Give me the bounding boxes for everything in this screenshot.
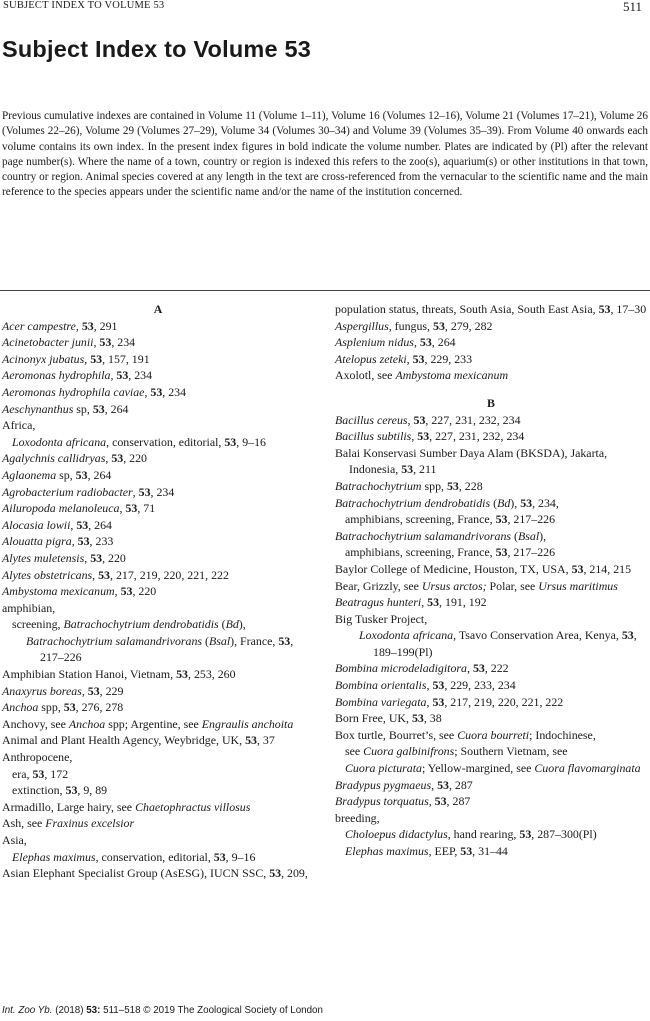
italic-text: Agrobacterium radiobacter bbox=[2, 484, 133, 499]
text-segment: , bbox=[406, 351, 413, 366]
text-segment: Amphibian Station Hanoi, Vietnam, bbox=[2, 667, 177, 682]
italic-text: Ambystoma mexicanum bbox=[395, 368, 509, 383]
text-segment: , bbox=[75, 318, 82, 333]
text-segment: 511–518 © 2019 The Zoological Society of London bbox=[100, 1005, 323, 1016]
index-entry bbox=[2, 567, 314, 584]
text-segment: , bbox=[84, 351, 91, 366]
volume-number: 53 bbox=[472, 661, 485, 676]
index-subentry bbox=[2, 849, 314, 866]
index-entry bbox=[335, 367, 647, 384]
text-segment: , 217–226 bbox=[507, 545, 556, 560]
italic-text: Fraxinus excelsior bbox=[45, 816, 135, 831]
volume-number: 53 bbox=[120, 584, 133, 599]
volume-number: 53 bbox=[519, 827, 532, 842]
index-entry bbox=[2, 500, 314, 517]
index-entry bbox=[2, 683, 314, 700]
italic-text: Aglaonema bbox=[2, 467, 57, 482]
text-segment: , 229, 233, 234 bbox=[444, 678, 516, 693]
text-segment: , bbox=[81, 683, 88, 698]
text-segment: , bbox=[84, 550, 91, 565]
italic-text: Asplenium nidus bbox=[335, 335, 414, 350]
text-segment: , 9–16 bbox=[236, 434, 266, 449]
text-segment: , 264 bbox=[431, 335, 456, 350]
italic-text: Cuora picturata bbox=[345, 761, 422, 776]
index-entry bbox=[2, 334, 314, 351]
volume-number: 53 bbox=[432, 694, 445, 709]
text-segment: , bbox=[144, 384, 151, 399]
index-entry bbox=[335, 428, 647, 445]
text-segment: extinction, bbox=[12, 783, 66, 798]
italic-text: Bradypus torquatus bbox=[335, 794, 429, 809]
text-segment: ), France, bbox=[230, 633, 279, 648]
text-segment: , 17–30 bbox=[610, 302, 647, 316]
volume-number: 53 bbox=[90, 550, 103, 565]
italic-text: Batrachochytrium salamandrivorans bbox=[335, 528, 512, 543]
italic-text: Elephas maximus bbox=[12, 849, 96, 864]
italic-text: Anaxyrus boreas bbox=[2, 683, 82, 698]
text-segment: , 234 bbox=[162, 384, 187, 399]
text-segment: Armadillo, Large hairy, see bbox=[2, 799, 136, 814]
italic-text: Anchoa bbox=[2, 700, 39, 715]
volume-number: 53 bbox=[427, 595, 440, 610]
volume-number: 53 bbox=[76, 517, 89, 532]
index-subentry bbox=[335, 511, 647, 528]
text-segment: , 291 bbox=[93, 318, 118, 333]
text-segment: , 287 bbox=[448, 777, 473, 792]
text-segment: screening, bbox=[12, 617, 64, 632]
text-segment: , hand rearing, bbox=[447, 827, 520, 842]
index-entry bbox=[335, 318, 647, 335]
text-segment: B bbox=[487, 395, 495, 410]
italic-text: Cuora flavomarginata bbox=[534, 761, 641, 776]
text-segment: amphibians, screening, France, bbox=[345, 545, 496, 560]
text-segment: Africa, bbox=[2, 418, 36, 433]
text-segment: , 234 bbox=[150, 484, 175, 499]
volume-number: 53 bbox=[245, 733, 257, 748]
text-segment: , bbox=[114, 584, 121, 599]
text-segment: Animal and Plant Health Agency, Weybridge, UK, bbox=[2, 733, 246, 748]
italic-text: Elephas maximus bbox=[345, 844, 429, 858]
index-entry bbox=[2, 450, 314, 467]
italic-text: Batrachochytrium dendrobatidis bbox=[63, 617, 219, 632]
italic-text: Cuora galbinifrons bbox=[363, 744, 455, 759]
index-subentry bbox=[2, 633, 314, 666]
text-segment: ; Yellow-margined, see bbox=[421, 761, 535, 776]
volume-number: 53 bbox=[98, 567, 110, 582]
text-segment: , 234, bbox=[532, 495, 559, 510]
text-segment: ; Indochinese, bbox=[529, 727, 596, 742]
text-segment: Baylor College of Medicine, Houston, TX, USA, bbox=[335, 561, 572, 576]
volume-number: 53 bbox=[125, 501, 138, 516]
text-segment: , 71 bbox=[137, 501, 156, 516]
text-segment: , 157, 191 bbox=[102, 351, 150, 366]
volume-number: 53 bbox=[412, 351, 425, 366]
text-segment: ), bbox=[539, 528, 547, 543]
index-entry bbox=[2, 517, 314, 534]
text-segment: , 229 bbox=[99, 683, 124, 698]
index-entry bbox=[2, 600, 314, 617]
italic-text: Aeschynanthus bbox=[2, 401, 74, 416]
volume-number: 53 bbox=[138, 484, 151, 499]
italic-text: Acinetobacter junii bbox=[2, 335, 94, 350]
text-segment: , bbox=[421, 595, 428, 610]
index-entry bbox=[335, 561, 647, 578]
italic-text: Cuora bourreti bbox=[457, 727, 530, 742]
volume-number: 53 bbox=[176, 667, 188, 682]
italic-text: Int. Zoo Yb. bbox=[2, 1005, 53, 1016]
text-segment: , 220 bbox=[123, 451, 147, 466]
page-number: 511 bbox=[622, 0, 642, 14]
index-entry bbox=[2, 699, 314, 716]
text-segment: , EEP, bbox=[428, 844, 461, 858]
italic-text: Bacillus cereus bbox=[335, 412, 408, 427]
volume-number: 53 bbox=[495, 545, 508, 560]
italic-text: Engraulis anchoita bbox=[201, 716, 294, 731]
text-segment: spp, bbox=[38, 700, 64, 715]
italic-text: Bacillus subtilis bbox=[335, 429, 412, 444]
volume-number: 53 bbox=[32, 766, 45, 781]
text-segment: Big Tusker Project, bbox=[335, 611, 428, 626]
text-segment: population status, threats, South Asia, South East Asia, bbox=[335, 302, 599, 316]
text-segment: , bbox=[426, 678, 433, 693]
italic-text: Bombina variegata bbox=[335, 694, 427, 709]
italic-text: Loxodonta africana bbox=[12, 434, 107, 449]
text-segment: Box turtle, Bourret’s, see bbox=[335, 727, 458, 742]
italic-text: Ursus maritimus bbox=[538, 578, 618, 593]
italic-text: Acer campestre bbox=[2, 318, 76, 333]
index-entry bbox=[335, 727, 647, 744]
text-segment: spp; Argentine, see bbox=[105, 716, 202, 731]
volume-number: 53 bbox=[621, 628, 634, 643]
text-segment: , 220 bbox=[132, 584, 157, 599]
text-segment: , 234 bbox=[111, 335, 136, 350]
text-segment: Ash, see bbox=[2, 816, 46, 831]
index-subentry bbox=[335, 544, 647, 561]
text-segment: , bbox=[467, 661, 473, 676]
text-segment: , 279, 282 bbox=[444, 318, 493, 333]
index-entry bbox=[2, 484, 314, 501]
index-entry bbox=[2, 533, 314, 550]
intro-paragraph: Previous cumulative indexes are contained in Volume 11 (Volume 1–11), Volume 16 (Volumes 12–16), Volume 21 (Volumes 17–21), Volume 26 (Volumes 22–26), Volume 29 (Volumes 27–29), Volume 34 (Volumes 30–34) and Volume 39 (Volumes 35–39). From Volume 40 onwards each volume contains its own index. In the present index figures in bold indicate the volume number. Plates are indicated by (Pl) after the relevant page number(s). Where the name of a town, country or region is indexed this refers to the zoo(s), aquarium(s) or other institutions in that town, country or region. Animal species covered at any length in the text are cross-referenced from the vernacular to the scientific name and the main reference to the species appears under the scientific name and/or the name of the institution concerned. bbox=[2, 110, 648, 199]
volume-number: 53 bbox=[77, 534, 90, 549]
text-segment: , bbox=[71, 534, 78, 549]
text-segment: , fungus, bbox=[388, 318, 433, 333]
index-entry bbox=[2, 865, 314, 882]
italic-text: Batrachochytrium bbox=[335, 478, 422, 493]
italic-text: Ailuropoda melanoleuca bbox=[2, 501, 120, 516]
text-segment: ; Southern Vietnam, see bbox=[454, 744, 568, 759]
index-entry bbox=[2, 749, 314, 766]
index-entry bbox=[335, 578, 647, 595]
volume-number: 53 bbox=[413, 412, 426, 427]
section-letter bbox=[335, 395, 647, 412]
italic-text: Chaetophractus villosus bbox=[135, 799, 251, 814]
text-segment: , 264 bbox=[104, 401, 129, 416]
index-entry bbox=[2, 732, 314, 749]
text-segment: A bbox=[153, 302, 163, 316]
volume-number: 53 bbox=[116, 368, 129, 383]
text-segment: , 9, 89 bbox=[77, 783, 108, 798]
text-segment: Polar, see bbox=[486, 578, 539, 593]
index-entry bbox=[335, 445, 647, 478]
index-subentry bbox=[2, 434, 314, 451]
volume-number: 53 bbox=[401, 462, 414, 477]
text-segment: ( bbox=[202, 633, 209, 648]
text-segment: ( bbox=[490, 495, 498, 510]
italic-text: Bd bbox=[225, 617, 239, 632]
text-segment: , 38 bbox=[423, 711, 442, 726]
index-entry bbox=[2, 815, 314, 832]
text-segment: , bbox=[105, 451, 112, 466]
italic-text: Atelopus zeteki bbox=[335, 351, 407, 366]
text-segment: Born Free, UK, bbox=[335, 711, 412, 726]
text-segment: see bbox=[345, 744, 364, 759]
volume-number: 53 bbox=[434, 794, 447, 809]
text-segment: ), bbox=[510, 495, 521, 510]
italic-text: Bombina orientalis bbox=[335, 678, 427, 693]
index-entry bbox=[335, 677, 647, 694]
index-entry bbox=[335, 793, 647, 810]
text-segment: Anchovy, see bbox=[2, 716, 69, 731]
text-segment: , 264 bbox=[87, 467, 112, 482]
text-segment: , bbox=[119, 501, 126, 516]
text-segment: Balai Konservasi Sumber Daya Alam (BKSDA), Jakarta, Indonesia, bbox=[335, 445, 608, 477]
italic-text: Ursus arctos; bbox=[421, 578, 487, 593]
italic-text: Batrachochytrium salamandrivorans bbox=[26, 633, 203, 648]
index-entry bbox=[335, 710, 647, 727]
italic-text: Choloepus didactylus bbox=[345, 827, 448, 842]
text-segment: Asia, bbox=[2, 833, 27, 847]
text-segment: , 228 bbox=[458, 478, 483, 493]
text-segment: , 253, 260 bbox=[188, 667, 236, 682]
italic-text: Bradypus pygmaeus bbox=[335, 777, 432, 792]
text-segment: era, bbox=[12, 766, 33, 781]
italic-text: Aeromonas hydrophila bbox=[2, 368, 111, 383]
index-subentry bbox=[335, 760, 647, 777]
text-segment: , 209, bbox=[281, 866, 308, 881]
volume-number: 53 bbox=[419, 335, 432, 350]
text-segment: , 189–199(Pl) bbox=[373, 628, 637, 659]
text-segment: spp, bbox=[421, 478, 447, 493]
volume-number: 53 bbox=[460, 844, 473, 858]
index-subentry bbox=[335, 843, 647, 860]
italic-text: Acinonyx jubatus bbox=[2, 351, 85, 366]
text-segment: , 217–226 bbox=[507, 512, 556, 527]
volume-number: 53 bbox=[278, 633, 291, 648]
volume-number: 53 bbox=[417, 429, 430, 444]
text-segment: , 214, 215 bbox=[583, 561, 632, 576]
text-segment: , 222 bbox=[484, 661, 509, 676]
text-segment: , 227, 231, 232, 234 bbox=[429, 429, 525, 444]
italic-text: Aeromonas hydrophila caviae bbox=[2, 384, 145, 399]
index-entry bbox=[2, 417, 314, 434]
volume-number: 53 bbox=[437, 777, 449, 792]
italic-text: Agalychnis callidryas bbox=[2, 451, 106, 466]
header-divider bbox=[0, 290, 650, 291]
italic-text: Beatragus hunteri bbox=[335, 595, 422, 610]
index-entry bbox=[335, 528, 647, 545]
index-entry bbox=[335, 694, 647, 711]
text-segment: , bbox=[426, 694, 433, 709]
volume-number: 53 bbox=[446, 478, 459, 493]
text-segment: sp, bbox=[73, 401, 93, 416]
volume-number: 53 bbox=[81, 318, 94, 333]
volume-number: 53 bbox=[111, 451, 124, 466]
text-segment: Asian Elephant Specialist Group (AsESG), IUCN SSC, bbox=[2, 866, 270, 881]
index-entry bbox=[2, 583, 314, 600]
volume-number: 53 bbox=[75, 467, 88, 482]
page-footer bbox=[2, 1005, 323, 1016]
text-segment: ), bbox=[238, 617, 246, 632]
index-entry bbox=[335, 777, 647, 794]
index-entry bbox=[2, 351, 314, 368]
index-subentry bbox=[335, 743, 647, 760]
index-entry bbox=[335, 334, 647, 351]
text-segment: , 217–226 bbox=[40, 633, 294, 665]
text-segment: , 37 bbox=[256, 733, 275, 748]
text-segment: , 217, 219, 220, 221, 222 bbox=[110, 567, 229, 582]
text-segment: ( bbox=[218, 617, 226, 632]
volume-number: 53 bbox=[92, 401, 105, 416]
italic-text: Batrachochytrium dendrobatidis bbox=[335, 495, 491, 510]
text-segment: , 233 bbox=[89, 534, 114, 549]
index-subentry bbox=[2, 782, 314, 799]
index-column-left bbox=[2, 301, 314, 882]
text-segment: , 264 bbox=[88, 517, 112, 532]
volume-number: 53 bbox=[65, 783, 78, 798]
index-entry bbox=[335, 660, 647, 677]
volume-number: 53 bbox=[99, 335, 112, 350]
running-head: SUBJECT INDEX TO VOLUME 53 bbox=[3, 0, 165, 11]
italic-text: Bd bbox=[497, 495, 511, 510]
text-segment: , bbox=[70, 517, 77, 532]
italic-text: Bombina microdeladigitora bbox=[335, 661, 467, 676]
text-segment: , bbox=[407, 412, 414, 427]
text-segment: , 172 bbox=[44, 766, 69, 781]
volume-number: 53 bbox=[495, 512, 508, 527]
text-segment: , bbox=[92, 567, 99, 582]
text-segment: , 234 bbox=[128, 368, 153, 383]
index-entry bbox=[335, 412, 647, 429]
text-segment: , conservation, editorial, bbox=[95, 849, 214, 864]
italic-text: Alytes obstetricans bbox=[2, 567, 93, 582]
italic-text: Anchoa bbox=[68, 716, 106, 731]
text-segment: , bbox=[411, 429, 418, 444]
italic-text: Alouatta pigra bbox=[2, 534, 72, 549]
text-segment: Anthropocene, bbox=[2, 750, 73, 765]
text-segment: , bbox=[93, 335, 100, 350]
text-segment: amphibians, screening, France, bbox=[345, 512, 496, 527]
volume-number: 53 bbox=[87, 683, 100, 698]
index-subentry bbox=[2, 616, 314, 633]
text-segment: , 220 bbox=[102, 550, 126, 565]
index-entry bbox=[2, 367, 314, 384]
text-segment: ( bbox=[511, 528, 518, 543]
italic-text: Aspergillus bbox=[335, 318, 389, 333]
index-entry bbox=[335, 351, 647, 368]
text-segment: Axolotl, see bbox=[335, 368, 396, 383]
volume-number: 53 bbox=[432, 678, 445, 693]
text-segment: breeding, bbox=[335, 810, 380, 825]
index-entry bbox=[2, 467, 314, 484]
index-entry bbox=[2, 550, 314, 567]
index-entry bbox=[2, 832, 314, 849]
index-entry bbox=[335, 495, 647, 512]
volume-number: 53 bbox=[571, 561, 584, 576]
index-entry bbox=[335, 478, 647, 495]
section-gap bbox=[335, 384, 647, 395]
volume-number: 53 bbox=[63, 700, 76, 715]
volume-number: 53: bbox=[86, 1005, 101, 1016]
text-segment: , 9–16 bbox=[225, 849, 256, 864]
italic-text: Alocasia lowii bbox=[2, 517, 71, 532]
text-segment: , 217, 219, 220, 221, 222 bbox=[444, 694, 564, 709]
volume-number: 53 bbox=[598, 302, 611, 316]
text-segment: amphibian, bbox=[2, 600, 56, 615]
index-entry bbox=[335, 611, 647, 628]
text-segment: , bbox=[132, 484, 139, 499]
volume-number: 53 bbox=[224, 434, 237, 449]
text-segment: , bbox=[413, 335, 420, 350]
index-subentry bbox=[335, 627, 647, 660]
volume-number: 53 bbox=[213, 849, 226, 864]
index-entry bbox=[335, 594, 647, 611]
index-subentry bbox=[335, 826, 647, 843]
italic-text: Bsal bbox=[208, 633, 231, 648]
index-entry bbox=[335, 810, 647, 827]
text-segment: , 229, 233 bbox=[424, 351, 473, 366]
index-entry bbox=[2, 666, 314, 683]
index-entry bbox=[2, 716, 314, 733]
section-letter bbox=[2, 301, 314, 318]
index-entry bbox=[2, 799, 314, 816]
text-segment: , 211 bbox=[413, 462, 437, 477]
volume-number: 53 bbox=[269, 866, 282, 881]
index-column-right bbox=[335, 301, 647, 860]
text-segment: , 227, 231, 232, 234 bbox=[425, 412, 521, 427]
index-subentry bbox=[2, 766, 314, 783]
index-entry bbox=[2, 401, 314, 418]
text-segment: , bbox=[110, 368, 117, 383]
italic-text: Bsal bbox=[517, 528, 540, 543]
volume-number: 53 bbox=[433, 318, 445, 333]
index-entry bbox=[335, 301, 647, 318]
text-segment: , 287–300(Pl) bbox=[531, 827, 597, 842]
index-entry bbox=[2, 384, 314, 401]
volume-number: 53 bbox=[411, 711, 424, 726]
italic-text: Loxodonta africana bbox=[359, 628, 454, 643]
volume-number: 53 bbox=[150, 384, 163, 399]
text-segment: , 31–44 bbox=[472, 844, 508, 858]
text-segment: (2018) bbox=[52, 1005, 87, 1016]
text-segment: sp, bbox=[56, 467, 76, 482]
text-segment: , bbox=[428, 794, 435, 809]
text-segment: , 276, 278 bbox=[75, 700, 124, 715]
text-segment: , bbox=[431, 777, 438, 792]
text-segment: Bear, Grizzly, see bbox=[335, 578, 422, 593]
volume-number: 53 bbox=[90, 351, 103, 366]
volume-number: 53 bbox=[520, 495, 533, 510]
index-entry bbox=[2, 318, 314, 335]
page-title: Subject Index to Volume 53 bbox=[2, 36, 312, 62]
text-segment: , conservation, editorial, bbox=[106, 434, 225, 449]
text-segment: , 287 bbox=[446, 794, 471, 809]
text-segment: , Tsavo Conservation Area, Kenya, bbox=[453, 628, 622, 643]
italic-text: Alytes muletensis bbox=[2, 550, 85, 565]
italic-text: Ambystoma mexicanum bbox=[2, 584, 115, 599]
text-segment: , 191, 192 bbox=[439, 595, 487, 610]
